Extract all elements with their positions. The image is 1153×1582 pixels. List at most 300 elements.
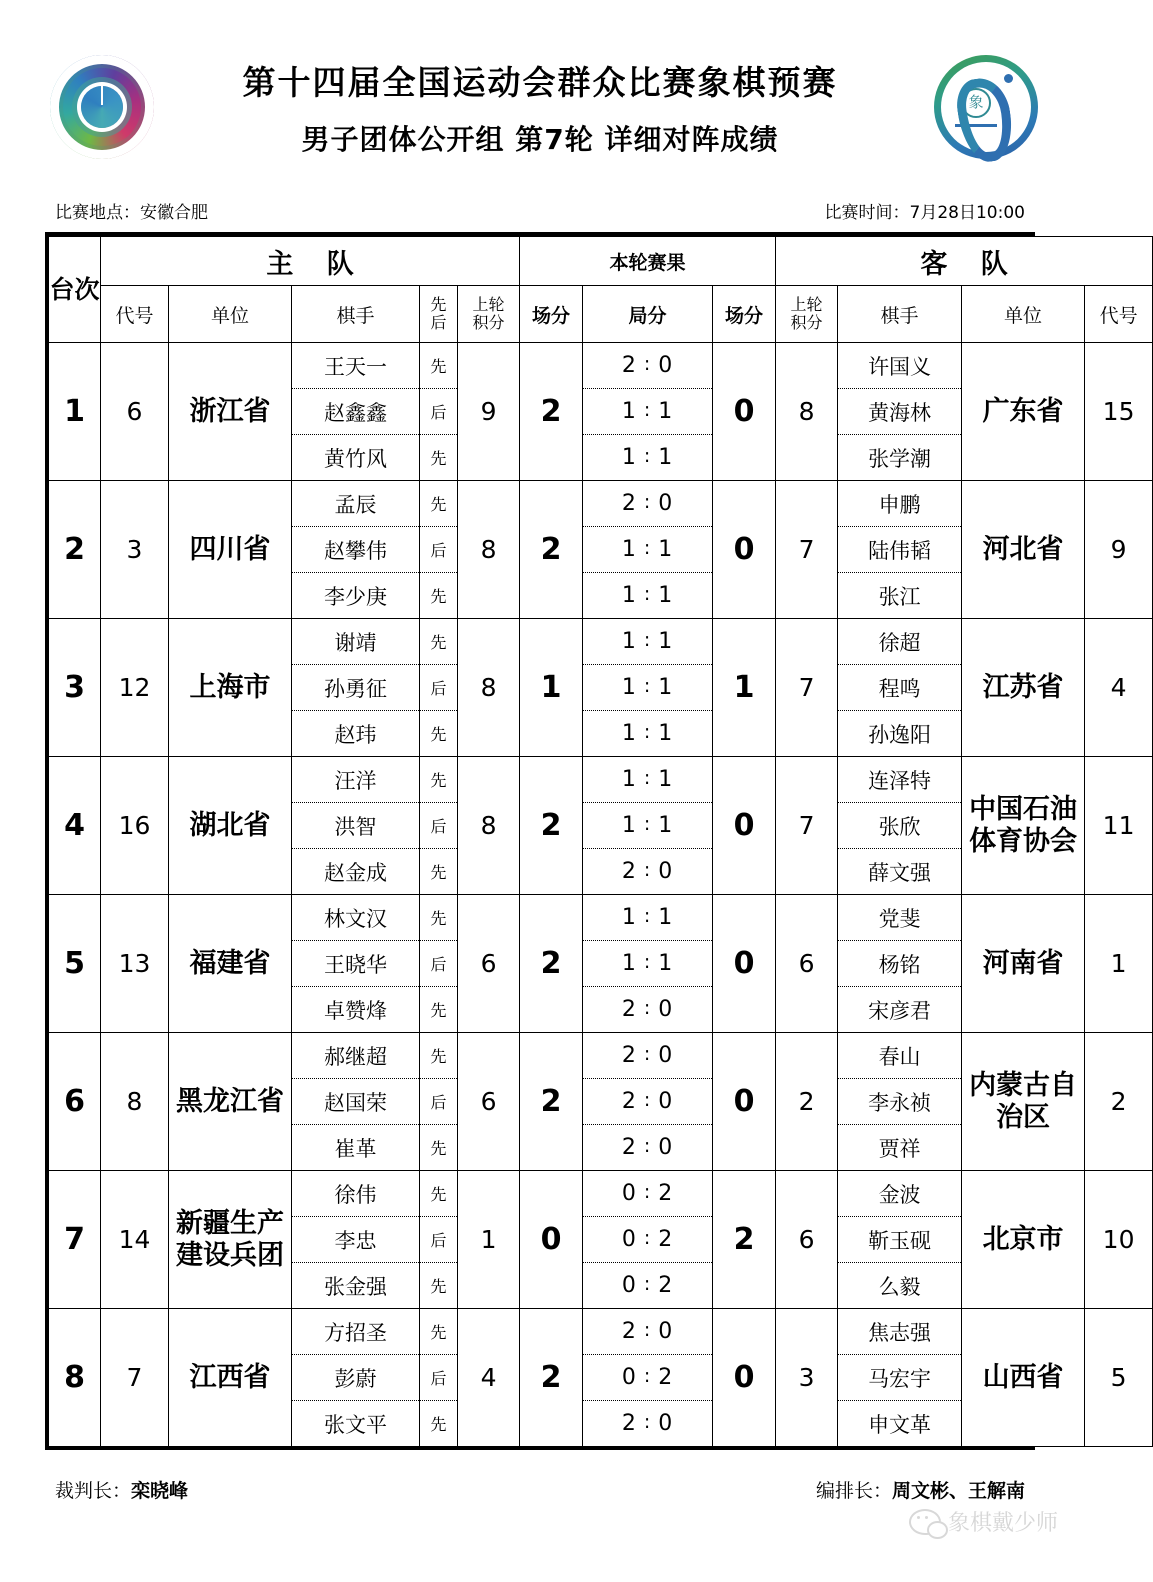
cell-game-points xyxy=(583,757,713,895)
game-score-home: 2 xyxy=(621,859,637,884)
col-header-away-prev-points xyxy=(776,286,838,343)
table-row xyxy=(49,1171,1153,1309)
away-player-name: 杨铭 xyxy=(838,940,961,986)
arranger-block xyxy=(816,1476,1025,1503)
table-row xyxy=(49,1309,1153,1447)
away-player-name: 徐超 xyxy=(878,630,921,655)
game-score-home: 2 xyxy=(621,997,637,1022)
cell-home-unit: 江西省 xyxy=(169,1309,292,1447)
order-mark: 先 xyxy=(430,1323,447,1342)
game-score-away: 0 xyxy=(658,491,674,516)
cell-order xyxy=(420,619,458,757)
cell-home-match-points: 2 xyxy=(520,481,583,619)
watermark-text: 象棋戴少师 xyxy=(947,1511,1058,1536)
cell-home-prev-points: 9 xyxy=(458,343,520,481)
game-score-away: 1 xyxy=(658,813,674,838)
cell-taici: 8 xyxy=(49,1309,101,1447)
order-mark: 先 xyxy=(420,1262,457,1308)
col-group-home: 主 队 xyxy=(101,237,520,286)
home-player-name: 赵玮 xyxy=(292,710,419,756)
cell-taici: 3 xyxy=(49,619,101,757)
cell-away-unit: 河南省 xyxy=(962,895,1085,1033)
cell-home-code: 8 xyxy=(101,1033,169,1171)
cell-home-players xyxy=(292,1171,420,1309)
col-header-home-prev-points xyxy=(458,286,520,343)
away-player-name: 么毅 xyxy=(838,1262,961,1308)
results-table-container xyxy=(45,232,1138,1450)
cell-home-code: 14 xyxy=(101,1171,169,1309)
game-score-home: 0 xyxy=(621,1181,637,1206)
table-head xyxy=(49,237,1153,343)
cell-home-unit: 黑龙江省 xyxy=(169,1033,292,1171)
order-mark: 先 xyxy=(420,848,457,894)
cell-home-prev-points: 4 xyxy=(458,1309,520,1447)
away-player-name: 程鸣 xyxy=(838,664,961,710)
score-separator: : xyxy=(643,1180,652,1203)
home-player-name: 方招圣 xyxy=(324,1320,387,1345)
game-score-home: 1 xyxy=(621,813,637,838)
score-separator: : xyxy=(643,996,652,1019)
order-mark: 后 xyxy=(420,1216,457,1262)
game-score-away: 0 xyxy=(658,859,674,884)
cell-order xyxy=(420,343,458,481)
away-player-name: 焦志强 xyxy=(868,1320,932,1345)
game-score xyxy=(583,1354,712,1400)
game-score-home: 1 xyxy=(621,905,637,930)
cell-away-prev-points: 7 xyxy=(776,757,838,895)
order-mark: 先 xyxy=(420,710,457,756)
game-score-away: 1 xyxy=(658,629,674,654)
away-player-name: 贾祥 xyxy=(838,1124,961,1170)
results-table xyxy=(48,236,1153,1447)
game-score-away: 0 xyxy=(658,1043,674,1068)
order-mark: 先 xyxy=(430,1047,447,1066)
home-player-name: 林文汉 xyxy=(324,906,387,931)
score-separator: : xyxy=(643,1318,652,1341)
page-title: 第十四届全国运动会群众比赛象棋预赛 xyxy=(242,63,838,102)
game-score-away: 2 xyxy=(658,1227,674,1252)
game-score-away: 0 xyxy=(658,1411,674,1436)
away-player-name: 张江 xyxy=(838,572,961,618)
game-score xyxy=(583,481,712,526)
home-player-name: 卓赞烽 xyxy=(292,986,419,1032)
score-separator: : xyxy=(643,674,652,697)
col-header-home-code: 代号 xyxy=(101,286,169,343)
order-mark: 先 xyxy=(430,909,447,928)
away-player-name: 黄海林 xyxy=(838,388,961,434)
cell-taici: 5 xyxy=(49,895,101,1033)
title-block xyxy=(0,55,1080,158)
cell-away-prev-points: 7 xyxy=(776,619,838,757)
cell-away-unit: 北京市 xyxy=(962,1171,1085,1309)
cell-home-prev-points: 6 xyxy=(458,895,520,1033)
referee-name: 栾晓峰 xyxy=(131,1480,189,1502)
cell-away-code: 1 xyxy=(1085,895,1153,1033)
game-score xyxy=(583,848,712,894)
emblem-figure xyxy=(953,75,1016,165)
arranger-names: 周文彬、王解南 xyxy=(891,1480,1025,1502)
table-row xyxy=(49,343,1153,481)
cell-taici: 2 xyxy=(49,481,101,619)
away-player-name: 申鹏 xyxy=(878,492,921,517)
game-score-home: 0 xyxy=(621,1365,637,1390)
game-score-away: 0 xyxy=(658,997,674,1022)
order-mark: 先 xyxy=(430,633,447,652)
away-player-name: 陆伟韬 xyxy=(838,526,961,572)
cell-home-players xyxy=(292,481,420,619)
cell-away-code: 11 xyxy=(1085,757,1153,895)
cell-away-code: 10 xyxy=(1085,1171,1153,1309)
game-score xyxy=(583,986,712,1032)
table-row xyxy=(49,1033,1153,1171)
home-player-name: 汪洋 xyxy=(334,768,377,793)
table-row xyxy=(49,757,1153,895)
venue-text: 比赛地点：安徽合肥 xyxy=(55,203,208,223)
score-separator: : xyxy=(643,1364,652,1387)
cell-away-players xyxy=(838,895,962,1033)
table-row xyxy=(49,619,1153,757)
cell-away-code: 9 xyxy=(1085,481,1153,619)
cell-away-prev-points: 3 xyxy=(776,1309,838,1447)
cell-home-unit: 新疆生产建设兵团 xyxy=(169,1171,292,1309)
game-score-home: 1 xyxy=(621,951,637,976)
order-mark: 后 xyxy=(420,1354,457,1400)
col-header-away-unit: 单位 xyxy=(962,286,1085,343)
cell-away-unit: 山西省 xyxy=(962,1309,1085,1447)
game-score-away: 1 xyxy=(658,721,674,746)
watermark xyxy=(909,1506,1058,1537)
cell-taici: 4 xyxy=(49,757,101,895)
cell-home-unit: 四川省 xyxy=(169,481,292,619)
home-player-name: 黄竹风 xyxy=(292,434,419,480)
cell-home-prev-points: 8 xyxy=(458,481,520,619)
home-player-name: 李忠 xyxy=(292,1216,419,1262)
cell-away-code: 5 xyxy=(1085,1309,1153,1447)
home-player-name: 李少庚 xyxy=(292,572,419,618)
away-player-name: 孙逸阳 xyxy=(838,710,961,756)
cell-away-prev-points: 2 xyxy=(776,1033,838,1171)
wechat-icon xyxy=(909,1509,941,1535)
table-head-sub-row xyxy=(49,286,1153,343)
cell-home-unit: 浙江省 xyxy=(169,343,292,481)
cell-away-match-points: 0 xyxy=(713,481,776,619)
order-mark: 先 xyxy=(430,771,447,790)
game-score xyxy=(583,802,712,848)
cell-away-unit: 河北省 xyxy=(962,481,1085,619)
home-player-name: 洪智 xyxy=(292,802,419,848)
game-score-home: 2 xyxy=(621,1135,637,1160)
home-player-name: 张金强 xyxy=(292,1262,419,1308)
order-mark: 后 xyxy=(420,1078,457,1124)
cell-home-match-points: 0 xyxy=(520,1171,583,1309)
game-score xyxy=(583,1033,712,1078)
game-score-home: 1 xyxy=(621,537,637,562)
game-score-home: 2 xyxy=(621,1411,637,1436)
cell-order xyxy=(420,481,458,619)
game-score-home: 1 xyxy=(621,629,637,654)
referee-label: 裁判长： xyxy=(55,1480,132,1502)
cell-order xyxy=(420,1309,458,1447)
cell-home-match-points: 2 xyxy=(520,757,583,895)
cell-game-points xyxy=(583,619,713,757)
game-score-home: 1 xyxy=(621,767,637,792)
col-header-away-prev-line1: 上轮 xyxy=(790,294,823,314)
score-separator: : xyxy=(643,950,652,973)
cell-away-players xyxy=(838,481,962,619)
cell-away-unit: 江苏省 xyxy=(962,619,1085,757)
score-separator: : xyxy=(643,720,652,743)
order-mark: 先 xyxy=(420,986,457,1032)
cell-away-players xyxy=(838,1171,962,1309)
order-mark: 先 xyxy=(420,572,457,618)
away-player-name: 金波 xyxy=(878,1182,921,1207)
game-score-away: 1 xyxy=(658,767,674,792)
score-separator: : xyxy=(643,812,652,835)
table-body xyxy=(49,343,1153,1447)
page-header xyxy=(0,55,1080,180)
cell-order xyxy=(420,1033,458,1171)
order-mark: 后 xyxy=(420,526,457,572)
game-score-away: 1 xyxy=(658,905,674,930)
game-score-away: 1 xyxy=(658,583,674,608)
score-separator: : xyxy=(643,904,652,927)
game-score-away: 1 xyxy=(658,537,674,562)
score-separator: : xyxy=(643,1042,652,1065)
cell-home-players xyxy=(292,757,420,895)
home-player-name: 王晓华 xyxy=(292,940,419,986)
col-header-order-line1: 先 xyxy=(430,294,447,314)
score-separator: : xyxy=(643,1134,652,1157)
col-header-game-points: 局分 xyxy=(583,286,713,343)
cell-home-unit: 上海市 xyxy=(169,619,292,757)
cell-home-prev-points: 8 xyxy=(458,757,520,895)
score-separator: : xyxy=(643,444,652,467)
game-score-away: 0 xyxy=(658,1135,674,1160)
away-player-name: 靳玉砚 xyxy=(838,1216,961,1262)
game-score xyxy=(583,940,712,986)
cell-away-prev-points: 6 xyxy=(776,1171,838,1309)
cell-away-match-points: 2 xyxy=(713,1171,776,1309)
home-player-name: 彭蔚 xyxy=(292,1354,419,1400)
game-score-away: 0 xyxy=(658,1089,674,1114)
game-score xyxy=(583,388,712,434)
cell-away-match-points: 0 xyxy=(713,343,776,481)
col-header-home-unit: 单位 xyxy=(169,286,292,343)
col-group-away: 客 队 xyxy=(776,237,1153,286)
game-score-away: 1 xyxy=(658,399,674,424)
score-separator: : xyxy=(643,1272,652,1295)
score-separator: : xyxy=(643,490,652,513)
away-player-name: 申文革 xyxy=(838,1400,961,1446)
cell-home-match-points: 2 xyxy=(520,343,583,481)
cell-away-match-points: 0 xyxy=(713,895,776,1033)
game-score xyxy=(583,664,712,710)
game-score xyxy=(583,526,712,572)
score-separator: : xyxy=(643,352,652,375)
order-mark: 先 xyxy=(420,1400,457,1446)
game-score xyxy=(583,1216,712,1262)
game-score-home: 2 xyxy=(621,1043,637,1068)
cell-home-players xyxy=(292,895,420,1033)
cell-away-players xyxy=(838,1309,962,1447)
game-score-home: 1 xyxy=(621,583,637,608)
game-score-away: 0 xyxy=(658,353,674,378)
cell-home-match-points: 2 xyxy=(520,1309,583,1447)
cell-order xyxy=(420,895,458,1033)
home-player-name: 赵金成 xyxy=(292,848,419,894)
cell-taici: 6 xyxy=(49,1033,101,1171)
xiangqi-event-emblem-icon xyxy=(934,55,1038,159)
game-score-away: 1 xyxy=(658,675,674,700)
game-score xyxy=(583,1400,712,1446)
game-score-away: 1 xyxy=(658,445,674,470)
cell-home-code: 3 xyxy=(101,481,169,619)
cell-away-unit: 广东省 xyxy=(962,343,1085,481)
score-separator: : xyxy=(643,536,652,559)
referee-block xyxy=(55,1476,188,1503)
col-header-away-match-points: 场分 xyxy=(713,286,776,343)
cell-away-match-points: 0 xyxy=(713,757,776,895)
order-mark: 先 xyxy=(420,434,457,480)
table-row xyxy=(49,895,1153,1033)
table-row xyxy=(49,481,1153,619)
cell-away-match-points: 0 xyxy=(713,1033,776,1171)
away-player-name: 连泽特 xyxy=(868,768,932,793)
order-mark: 先 xyxy=(430,1185,447,1204)
game-score-away: 2 xyxy=(658,1273,674,1298)
cell-order xyxy=(420,1171,458,1309)
cell-order xyxy=(420,757,458,895)
game-score xyxy=(583,1262,712,1308)
game-score xyxy=(583,1078,712,1124)
score-separator: : xyxy=(643,1226,652,1249)
meta-row xyxy=(0,198,1080,223)
cell-home-players xyxy=(292,1033,420,1171)
home-player-name: 郝继超 xyxy=(324,1044,387,1069)
game-score xyxy=(583,434,712,480)
cell-taici: 1 xyxy=(49,343,101,481)
cell-away-players xyxy=(838,619,962,757)
cell-game-points xyxy=(583,1171,713,1309)
away-player-name: 宋彦君 xyxy=(838,986,961,1032)
game-score xyxy=(583,572,712,618)
home-player-name: 孙勇征 xyxy=(292,664,419,710)
cell-home-unit: 湖北省 xyxy=(169,757,292,895)
game-score xyxy=(583,343,712,388)
game-score-away: 2 xyxy=(658,1181,674,1206)
home-player-name: 王天一 xyxy=(324,354,387,379)
cell-home-prev-points: 8 xyxy=(458,619,520,757)
cell-home-players xyxy=(292,619,420,757)
away-player-name: 党斐 xyxy=(878,906,921,931)
order-mark: 先 xyxy=(430,495,447,514)
home-player-name: 张文平 xyxy=(292,1400,419,1446)
home-player-name: 赵国荣 xyxy=(292,1078,419,1124)
game-score xyxy=(583,895,712,940)
cell-away-prev-points: 8 xyxy=(776,343,838,481)
cell-home-match-points: 2 xyxy=(520,895,583,1033)
home-player-name: 赵鑫鑫 xyxy=(292,388,419,434)
table-head-group-row xyxy=(49,237,1153,286)
game-score xyxy=(583,710,712,756)
away-player-name: 薛文强 xyxy=(838,848,961,894)
order-mark: 先 xyxy=(430,357,447,376)
cell-away-players xyxy=(838,1033,962,1171)
datetime-text: 比赛时间：7月28日10:00 xyxy=(824,203,1025,223)
col-header-away-prev-line2: 积分 xyxy=(790,313,823,332)
score-separator: : xyxy=(643,1410,652,1433)
game-score-home: 1 xyxy=(621,675,637,700)
emblem-ball xyxy=(1004,74,1013,83)
cell-game-points xyxy=(583,1309,713,1447)
game-score-home: 1 xyxy=(621,445,637,470)
order-mark: 后 xyxy=(420,802,457,848)
order-mark: 先 xyxy=(420,1124,457,1170)
col-header-taici: 台次 xyxy=(49,237,101,343)
score-separator: : xyxy=(643,1088,652,1111)
game-score-home: 0 xyxy=(621,1227,637,1252)
cell-game-points xyxy=(583,1033,713,1171)
home-player-name: 崔革 xyxy=(292,1124,419,1170)
cell-away-match-points: 0 xyxy=(713,1309,776,1447)
away-player-name: 许国义 xyxy=(868,354,932,379)
home-player-name: 谢靖 xyxy=(334,630,377,655)
game-score xyxy=(583,1124,712,1170)
cell-home-prev-points: 1 xyxy=(458,1171,520,1309)
cell-taici: 7 xyxy=(49,1171,101,1309)
cell-home-code: 7 xyxy=(101,1309,169,1447)
order-mark: 后 xyxy=(420,940,457,986)
game-score-home: 2 xyxy=(621,491,637,516)
cell-away-prev-points: 7 xyxy=(776,481,838,619)
cell-home-code: 13 xyxy=(101,895,169,1033)
cell-home-players xyxy=(292,1309,420,1447)
page-footer xyxy=(0,1476,1080,1536)
cell-away-players xyxy=(838,343,962,481)
xiangqi-seal-char: 象 xyxy=(961,88,991,118)
cell-home-prev-points: 6 xyxy=(458,1033,520,1171)
game-score-home: 2 xyxy=(621,353,637,378)
away-player-name: 春山 xyxy=(878,1044,921,1069)
game-score-away: 1 xyxy=(658,951,674,976)
cell-home-match-points: 2 xyxy=(520,1033,583,1171)
score-separator: : xyxy=(643,398,652,421)
game-score-home: 0 xyxy=(621,1273,637,1298)
cell-away-players xyxy=(838,757,962,895)
cell-away-code: 15 xyxy=(1085,343,1153,481)
away-player-name: 马宏宇 xyxy=(838,1354,961,1400)
away-player-name: 张学潮 xyxy=(838,434,961,480)
order-mark: 后 xyxy=(420,664,457,710)
cell-away-unit: 中国石油体育协会 xyxy=(962,757,1085,895)
game-score xyxy=(583,1171,712,1216)
order-mark: 后 xyxy=(420,388,457,434)
national-games-emblem-icon xyxy=(50,55,154,159)
col-header-home-prev-line1: 上轮 xyxy=(472,294,505,314)
away-player-name: 张欣 xyxy=(838,802,961,848)
game-score-home: 1 xyxy=(621,721,637,746)
cell-game-points xyxy=(583,895,713,1033)
score-separator: : xyxy=(643,858,652,881)
away-player-name: 李永祯 xyxy=(838,1078,961,1124)
score-separator: : xyxy=(643,766,652,789)
cell-home-code: 12 xyxy=(101,619,169,757)
game-score xyxy=(583,1309,712,1354)
home-player-name: 徐伟 xyxy=(334,1182,377,1207)
col-header-home-player: 棋手 xyxy=(292,286,420,343)
game-score xyxy=(583,619,712,664)
cell-away-unit: 内蒙古自治区 xyxy=(962,1033,1085,1171)
